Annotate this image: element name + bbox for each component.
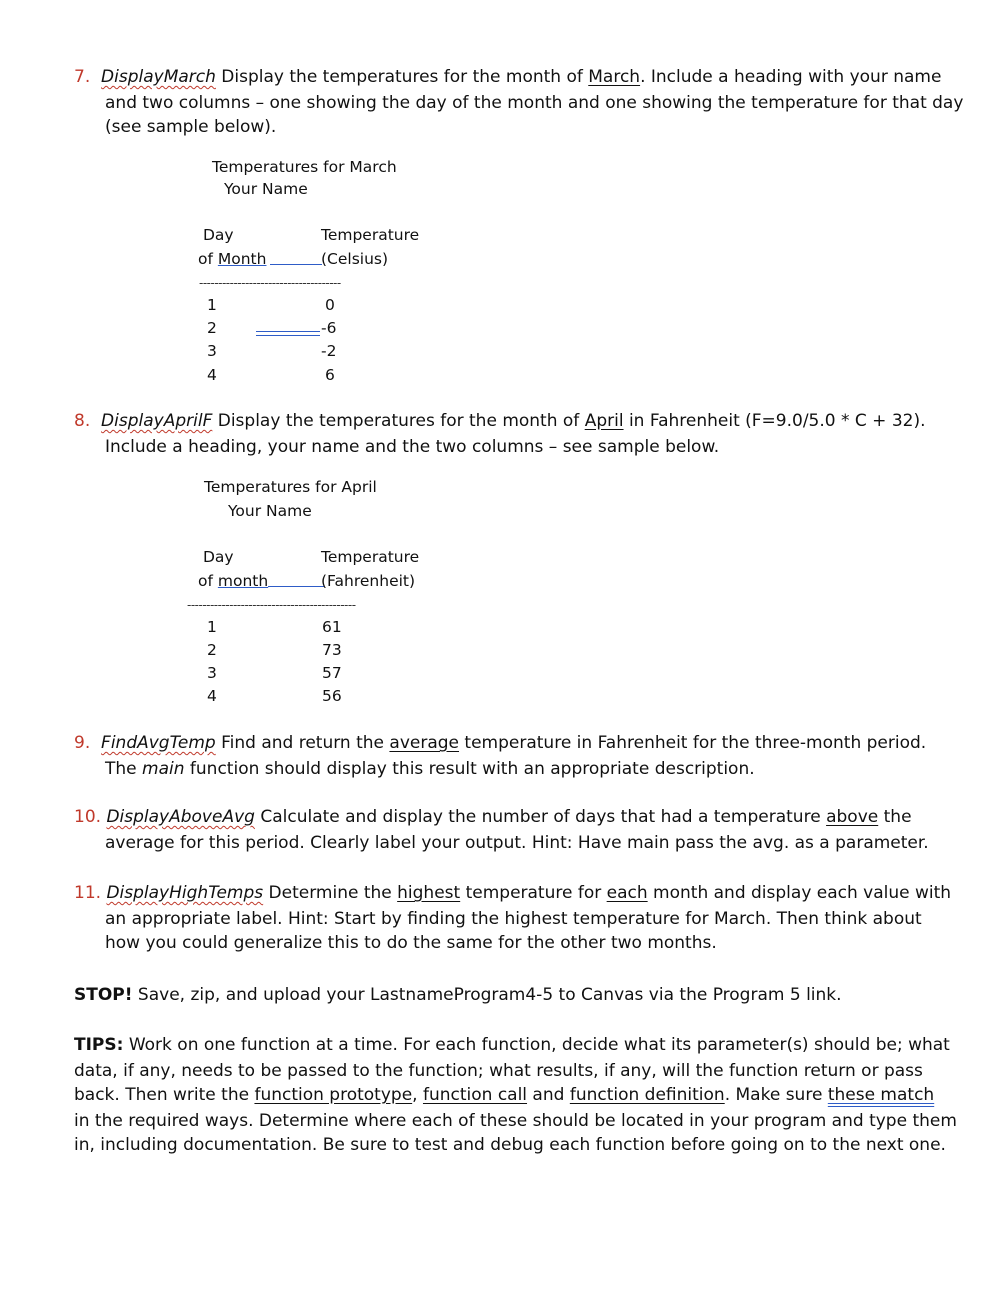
- item-8-line-1: 8. DisplayAprilF Display the temperatures for the month of April in Fahrenheit (F=9.0/5.0 * C + 32).: [74, 411, 926, 431]
- table-cell-day: 4: [207, 366, 217, 384]
- function-name: DisplayAprilF: [101, 411, 213, 431]
- item-11-line-3: how you could generalize this to do the same for the other two months.: [105, 933, 717, 953]
- item-10-line-2: average for this period. Clearly label your output. Hint: Have main pass the avg. as a parameter.: [105, 833, 929, 853]
- table-cell-temp: -6: [321, 319, 337, 337]
- table-cell-temp: -2: [321, 342, 337, 360]
- table-cell-temp: 6: [325, 366, 335, 384]
- sample-2-title: Temperatures for April: [204, 478, 377, 496]
- tips-line-4: in the required ways. Determine where each of these should be located in your program and type them: [74, 1111, 957, 1131]
- tips-line-3: back. Then write the function prototype, function call and function definition. Make sure these match: [74, 1085, 935, 1105]
- item-9-line-1: 9. FindAvgTemp Find and return the average temperature in Fahrenheit for the three-month period.: [74, 733, 927, 753]
- table-cell-temp: 56: [322, 687, 342, 705]
- sample-1-col1-header: Day: [203, 226, 234, 244]
- table-cell-day: 2: [207, 319, 217, 337]
- tips-line-1: TIPS: Work on one function at a time. For each function, decide what its parameter(s) should be; what: [74, 1035, 950, 1055]
- sample-1-name: Your Name: [224, 180, 308, 198]
- table-cell-day: 3: [207, 664, 217, 682]
- item-7-line-1: 7. DisplayMarch Display the temperatures for the month of March. Include a heading with your name: [74, 67, 942, 87]
- function-name: DisplayHighTemps: [106, 883, 264, 903]
- double-underline-mark: [256, 331, 320, 336]
- table-cell-day: 2: [207, 641, 217, 659]
- function-name: DisplayMarch: [101, 67, 216, 87]
- stop-note: STOP! Save, zip, and upload your LastnameProgram4-5 to Canvas via the Program 5 link.: [74, 985, 842, 1005]
- sample-2-col2-header: Temperature: [321, 548, 420, 566]
- item-11-line-1: 11. DisplayHighTemps Determine the highest temperature for each month and display each value with: [74, 883, 952, 903]
- sample-1-col1-sub: of Month: [198, 250, 267, 268]
- sample-2-divider: --------------------------------------------: [187, 598, 356, 612]
- item-number: 9.: [74, 733, 91, 753]
- function-name: FindAvgTemp: [101, 733, 216, 753]
- item-number: 8.: [74, 411, 91, 431]
- tips-line-2: data, if any, needs to be passed to the function; what results, if any, will the function return or pass: [74, 1061, 923, 1081]
- sample-2-name: Your Name: [228, 502, 312, 520]
- connector-line: [268, 586, 324, 587]
- item-number: 7.: [74, 67, 91, 87]
- sample-1-col2-header: Temperature: [321, 226, 420, 244]
- item-8-line-2: Include a heading, your name and the two columns – see sample below.: [105, 437, 720, 457]
- item-7-line-3: (see sample below).: [105, 117, 277, 137]
- function-name: DisplayAboveAvg: [106, 807, 255, 827]
- table-cell-day: 1: [207, 296, 217, 314]
- sample-1-col2-sub: (Celsius): [321, 250, 389, 268]
- sample-1-title: Temperatures for March: [212, 158, 397, 176]
- sample-1-divider: -------------------------------------: [199, 276, 341, 290]
- item-10-line-1: 10. DisplayAboveAvg Calculate and display the number of days that had a temperature above the: [74, 807, 912, 827]
- table-cell-temp: 73: [322, 641, 342, 659]
- table-cell-day: 1: [207, 618, 217, 636]
- table-cell-day: 4: [207, 687, 217, 705]
- sample-2-col1-header: Day: [203, 548, 234, 566]
- table-cell-temp: 0: [325, 296, 335, 314]
- item-9-line-2: The main function should display this result with an appropriate description.: [105, 759, 755, 779]
- connector-line: [270, 264, 322, 265]
- tips-line-5: in, including documentation. Be sure to test and debug each function before going on to the next one.: [74, 1135, 946, 1155]
- item-number: 10.: [74, 807, 102, 827]
- table-cell-temp: 61: [322, 618, 342, 636]
- item-number: 11.: [74, 883, 102, 903]
- item-11-line-2: an appropriate label. Hint: Start by finding the highest temperature for March. Then think about: [105, 909, 922, 929]
- table-cell-temp: 57: [322, 664, 342, 682]
- sample-2-col2-sub: (Fahrenheit): [321, 572, 416, 590]
- sample-2-col1-sub: of month: [198, 572, 269, 590]
- item-7-line-2: and two columns – one showing the day of the month and one showing the temperature for that day: [105, 93, 964, 113]
- table-cell-day: 3: [207, 342, 217, 360]
